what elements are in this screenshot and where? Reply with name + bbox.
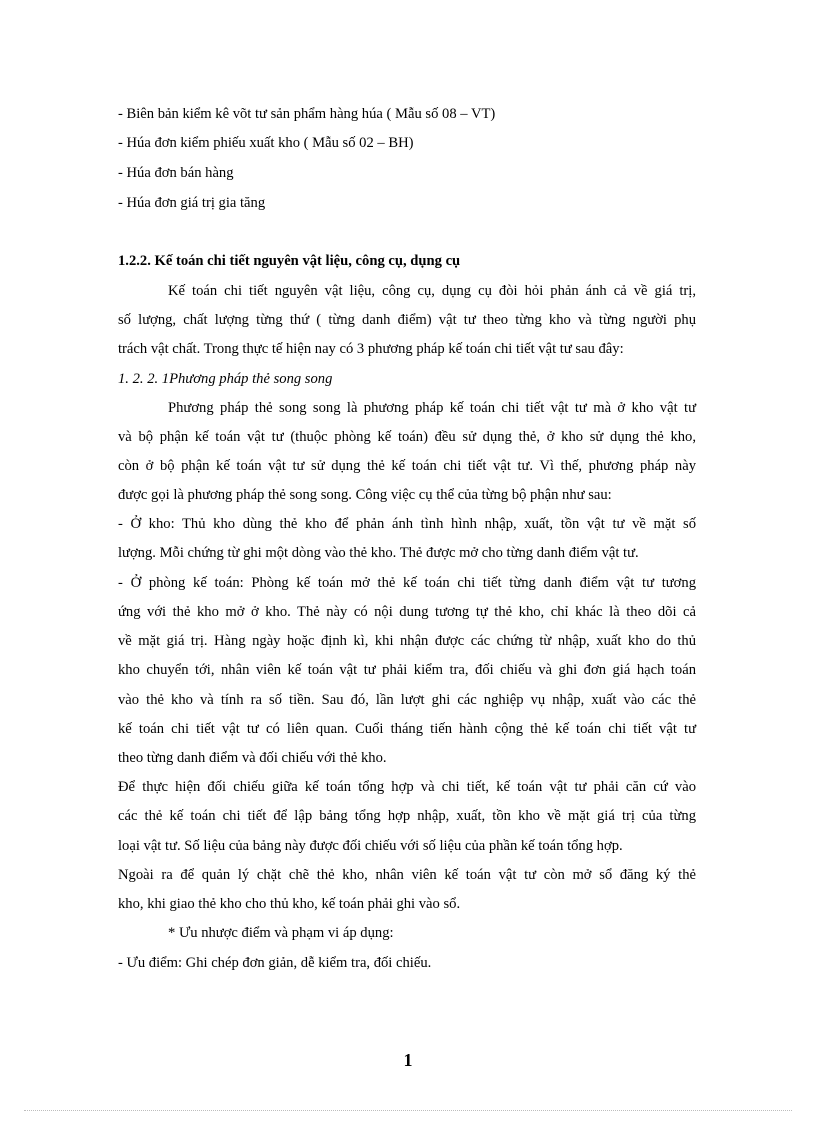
paragraph-line: - Ở phòng kế toán: Phòng kế toán mở thẻ kế toán chi tiết từng danh điểm vật tư tương: [118, 575, 696, 591]
section-heading: 1.2.2. Kế toán chi tiết nguyên vật liệu, công cụ, dụng cụ: [118, 253, 461, 269]
paragraph-line: Để thực hiện đối chiếu giữa kế toán tổng hợp và chi tiết, kế toán vật tư phải căn cứ vào: [118, 779, 696, 795]
paragraph-line: Ngoài ra để quản lý chặt chẽ thẻ kho, nhân viên kế toán vật tư còn mở sổ đăng ký thẻ: [118, 867, 696, 883]
list-item: - Biên bản kiểm kê võt tư sản phẩm hàng húa ( Mẫu số 08 – VT): [118, 106, 496, 122]
paragraph-line: kế toán chi tiết vật tư có liên quan. Cuối tháng tiến hành cộng thẻ kế toán chi tiết vật tư: [118, 721, 696, 737]
paragraph-line: được gọi là phương pháp thẻ song song. Công việc cụ thể của từng bộ phận như sau:: [118, 487, 612, 503]
list-item: - Húa đơn bán hàng: [118, 165, 234, 181]
paragraph-line: theo từng danh điểm và đối chiếu với thẻ kho.: [118, 750, 387, 766]
paragraph-line: vào thẻ kho và tính ra số tiền. Sau đó, lần lượt ghi các nghiệp vụ nhập, xuất vào các thẻ: [118, 692, 696, 708]
paragraph-line: loại vật tư. Số liệu của bảng này được đối chiếu với số liệu của phần kế toán tổng hợp.: [118, 838, 623, 854]
paragraph-line: trách vật chất. Trong thực tế hiện nay có 3 phương pháp kế toán chi tiết vật tư sau đây:: [118, 341, 624, 357]
paragraph-line: còn ở bộ phận kế toán vật tư sử dụng thẻ kế toán chi tiết vật tư. Vì thế, phương pháp này: [118, 458, 696, 474]
paragraph-line: về mặt giá trị. Hàng ngày hoặc định kì, khi nhận được các chứng từ nhập, xuất kho do thủ: [118, 633, 696, 649]
paragraph-line: ứng với thẻ kho mở ở kho. Thẻ này có nội dung tương tự thẻ kho, chỉ khác là theo dõi cả: [118, 604, 696, 620]
paragraph-line: và bộ phận kế toán vật tư (thuộc phòng kế toán) đều sử dụng thẻ, ở kho sử dụng thẻ kho,: [118, 429, 696, 445]
page-number: 1: [403, 1050, 413, 1070]
paragraph-line: số lượng, chất lượng từng thứ ( từng danh điểm) vật tư theo từng kho và từng người phụ: [118, 312, 696, 328]
subsection-heading: 1. 2. 2. 1Phương pháp thẻ song song: [118, 371, 333, 387]
paragraph-line: các thẻ kế toán chi tiết để lập bảng tổng hợp nhập, xuất, tồn kho về mặt giá trị của từng: [118, 808, 696, 824]
paragraph-line: kho, khi giao thẻ kho cho thủ kho, kế toán phải ghi vào sổ.: [118, 896, 461, 912]
list-item: - Húa đơn giá trị gia tăng: [118, 195, 266, 211]
paragraph-line: kho chuyển tới, nhân viên kế toán vật tư phải kiểm tra, đối chiếu và ghi đơn giá hạch toán: [118, 662, 696, 678]
advantages-line: - Ưu điểm: Ghi chép đơn giản, dễ kiểm tra, đối chiếu.: [118, 955, 432, 971]
paragraph-line: Kế toán chi tiết nguyên vật liệu, công cụ, dụng cụ đòi hỏi phản ánh cả về giá trị,: [168, 283, 696, 299]
paragraph-line: lượng. Mỗi chứng từ ghi một dòng vào thẻ kho. Thẻ được mở cho từng danh điểm vật tư.: [118, 545, 639, 561]
paragraph-line: Phương pháp thẻ song song là phương pháp kế toán chi tiết vật tư mà ở kho vật tư: [168, 400, 696, 416]
list-item: - Húa đơn kiểm phiếu xuất kho ( Mẫu số 02 – BH): [118, 135, 414, 151]
footer-divider: [24, 1110, 792, 1111]
advantages-heading: * Ưu nhược điểm và phạm vi áp dụng:: [168, 925, 394, 941]
paragraph-line: - Ở kho: Thủ kho dùng thẻ kho để phản ánh tình hình nhập, xuất, tồn vật tư về mặt số: [118, 516, 696, 532]
